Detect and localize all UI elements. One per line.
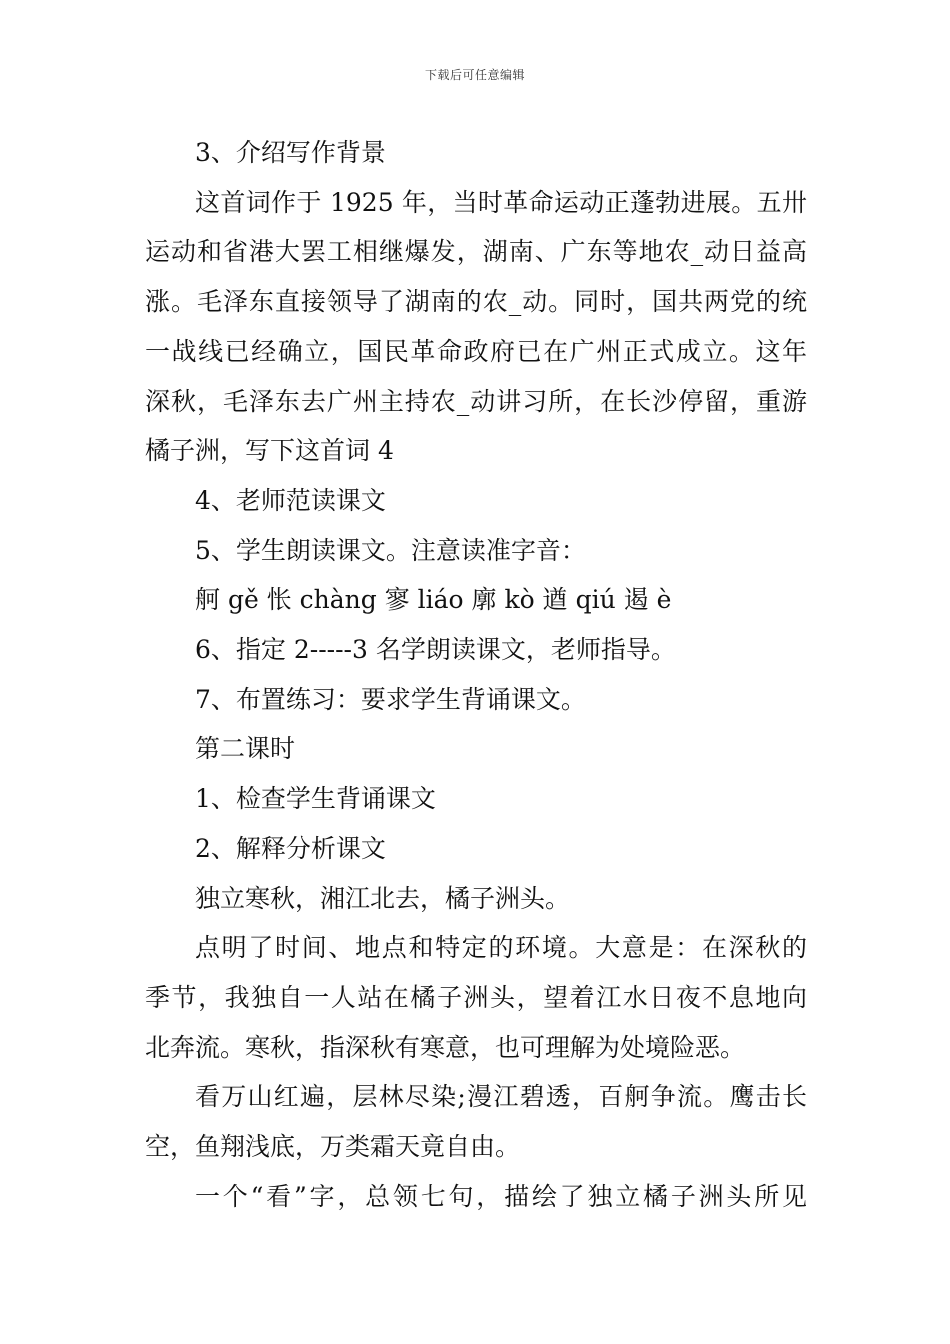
section-heading-background: 3、介绍写作背景 [195,138,386,167]
text-line: 季节，我独自一人站在橘子洲头，望着江水日夜不息地向 [145,982,807,1012]
poem-stanza-quote [145,1072,807,1171]
step-check-recitation: 1、检查学生背诵课文 [195,784,436,814]
paragraph-explanation-2 [145,1172,807,1222]
text-line: 运动和省港大罢工相继爆发，湖南、广东等地农_动日益高 [145,237,807,267]
text-line: 北奔流。寒秋，指深秋有寒意，也可理解为处境险恶。 [145,1032,746,1062]
paragraph-background [145,178,807,476]
step-assigned-reading: 6、指定 2-----3 名学朗读课文，老师指导。 [195,635,676,665]
text-line: 点明了时间、地点和特定的环境。大意是：在深秋的 [195,933,807,963]
text-line: 一个“看”字，总领七句，描绘了独立橘子洲头所见 [195,1181,807,1211]
step-explain-text: 2、解释分析课文 [195,833,386,863]
poem-line-quote: 独立寒秋，湘江北去，橘子洲头。 [195,883,571,913]
paragraph-explanation-1 [145,923,807,1072]
pronunciation-list: 舸 gě 怅 chàng 寥 liáo 廓 kò 遒 qiú 遏 è [195,585,672,615]
step-teacher-reading: 4、老师范读课文 [195,485,386,515]
step-homework: 7、布置练习：要求学生背诵课文。 [195,684,586,714]
text-line: 涨。毛泽东直接领导了湖南的农_动。同时，国共两党的统 [145,287,807,317]
text-line: 深秋，毛泽东去广州主持农_动讲习所，在长沙停留，重游 [145,386,807,416]
text-line: 这首词作于 1925 年，当时革命运动正蓬勃进展。五卅 [195,187,807,217]
text-line: 看万山红遍，层林尽染;漫江碧透，百舸争流。鹰击长 [195,1082,807,1112]
page-header: 下载后可任意编辑 [424,68,525,82]
lesson-two-heading: 第二课时 [195,734,296,764]
text-line: 空，鱼翔浅底，万类霜天竟自由。 [145,1132,521,1162]
step-student-reading: 5、学生朗读课文。注意读准字音： [195,535,586,565]
document-body [145,128,807,1221]
text-line: 橘子洲，写下这首词 4 [145,436,394,466]
text-line: 一战线已经确立，国民革命政府已在广州正式成立。这年 [145,336,807,366]
